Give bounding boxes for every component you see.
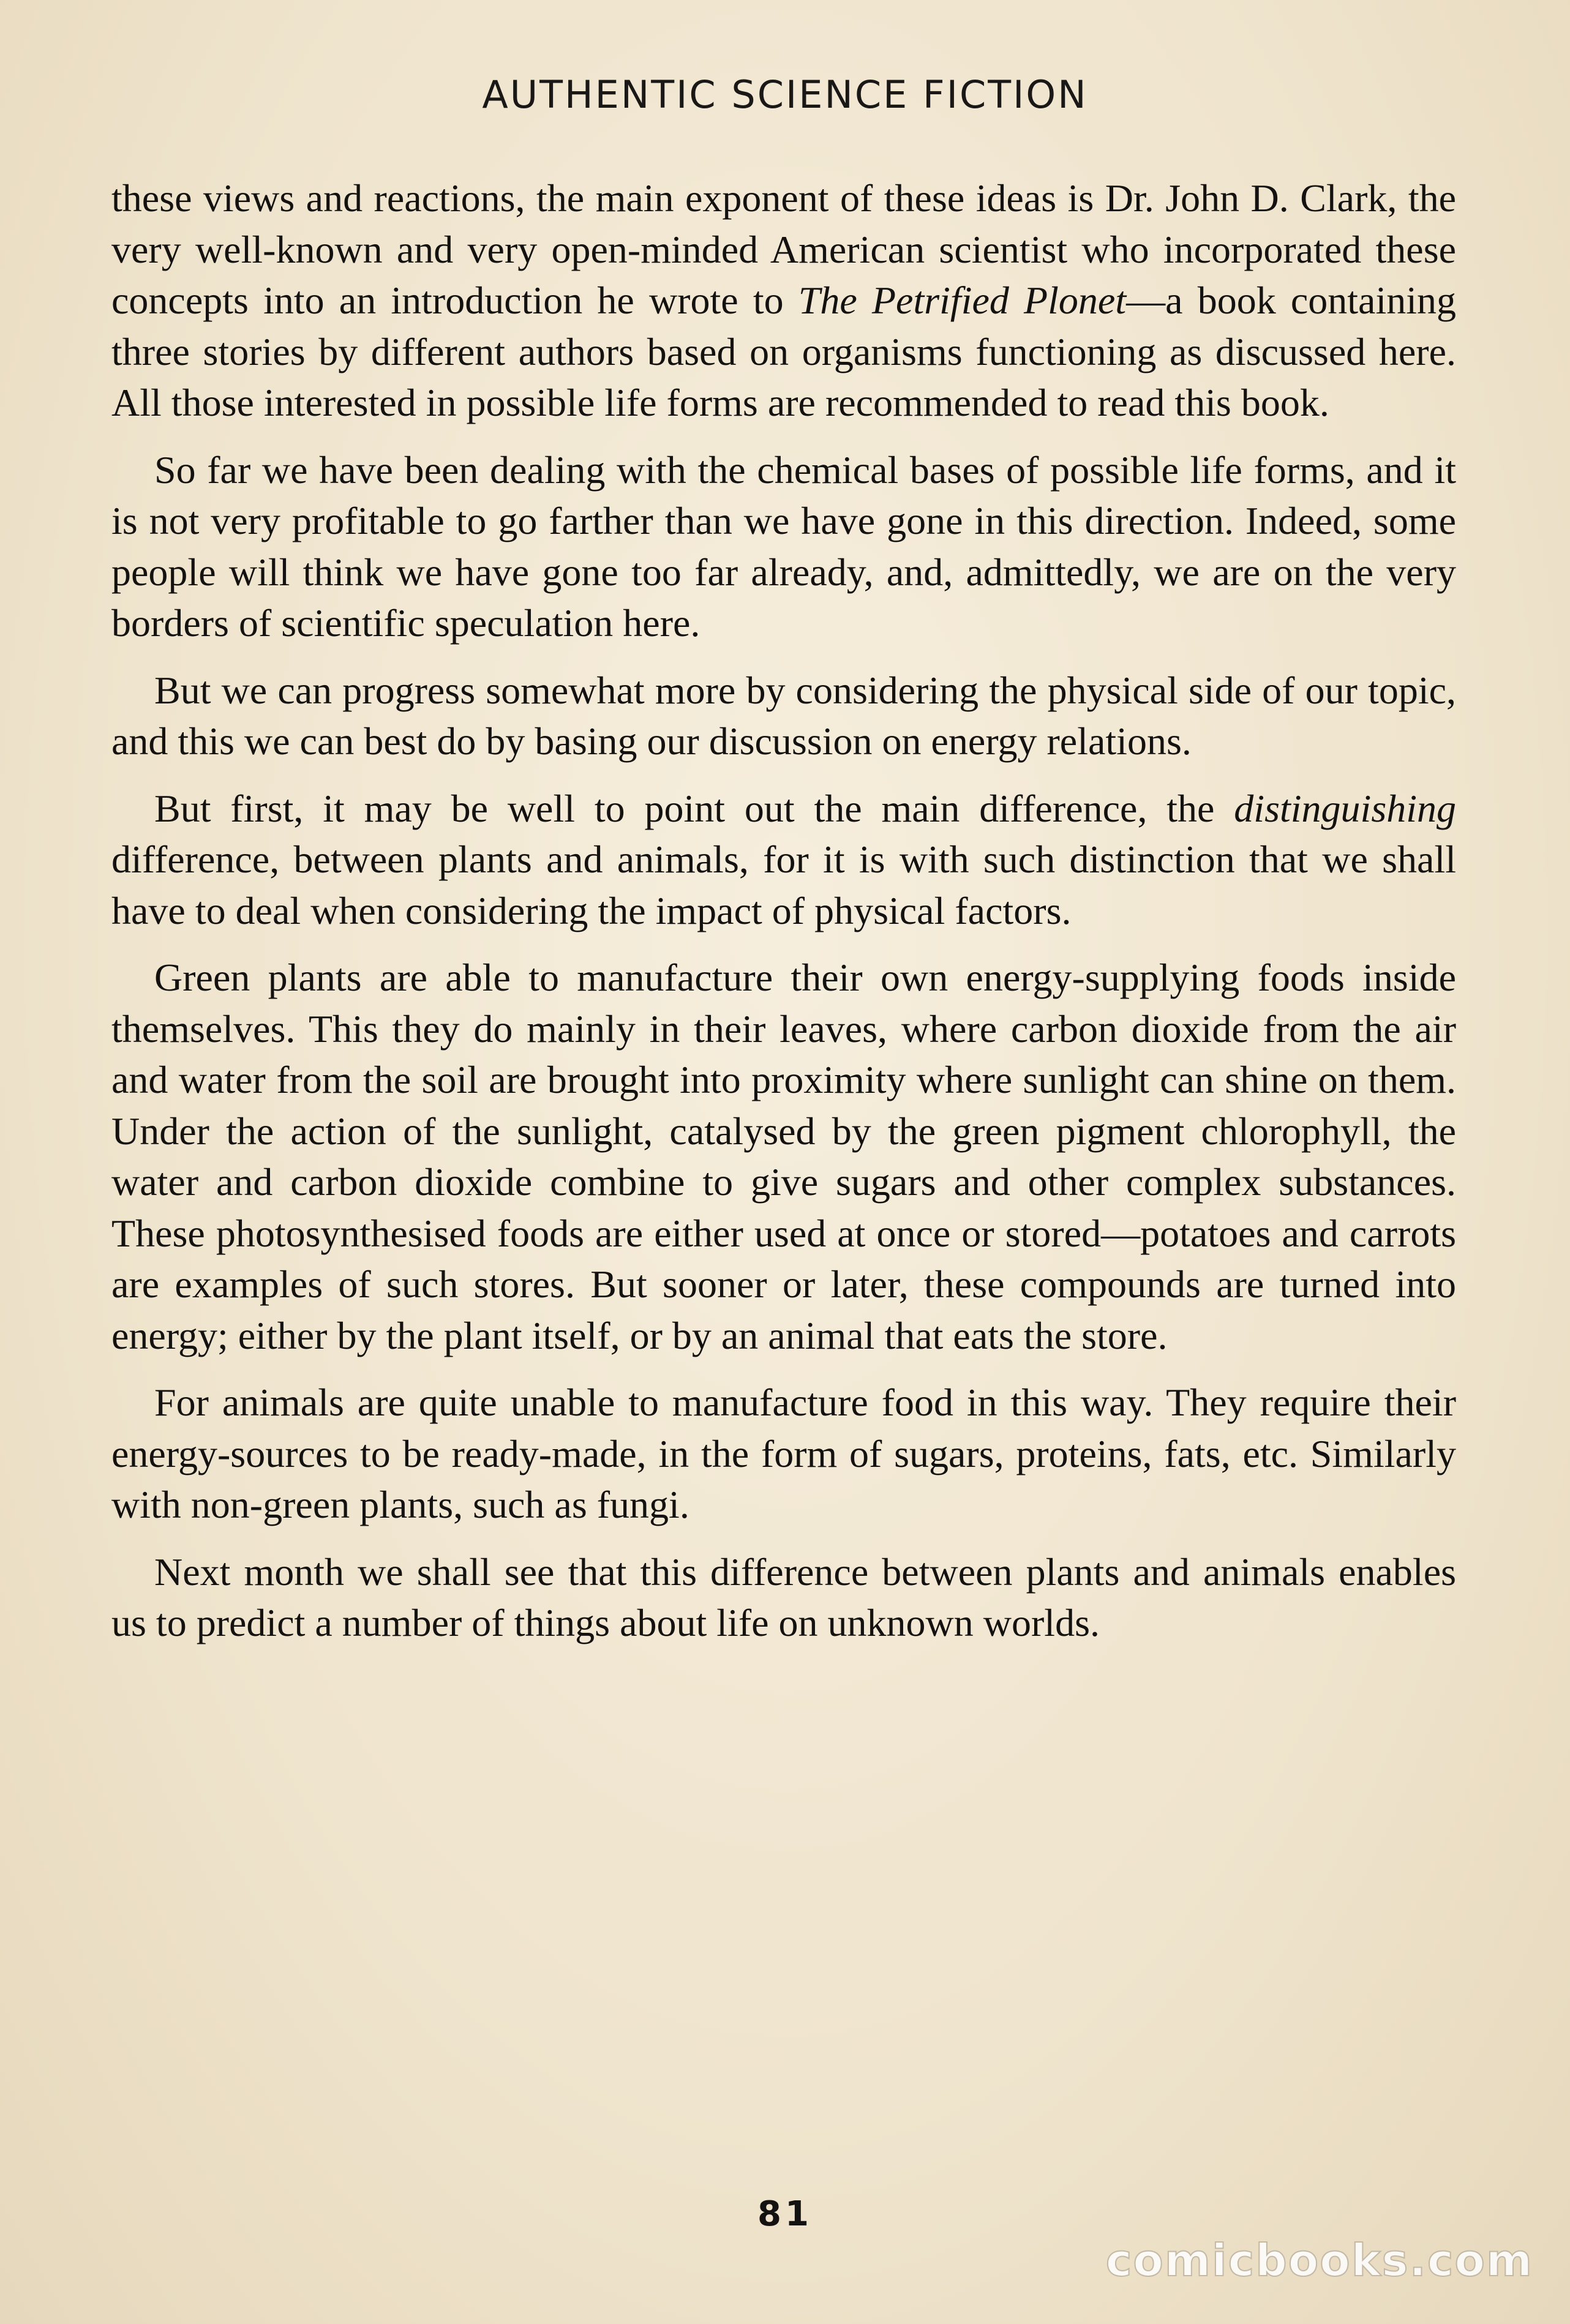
- paragraph-3-text: But we can progress somewhat more by considering the physical side of our topic, and this we can best do by basing our discussion on energy relations.: [111, 668, 1456, 763]
- paragraph-4-text-a: But first, it may be well to point out the main difference, the: [154, 786, 1234, 830]
- page-number: 81: [757, 2194, 813, 2234]
- paragraph-1-text-b: —a book containing three stories by different authors based on organisms functioning as discussed here. All those interested in possible life forms are recommended to read this book.: [111, 279, 1457, 424]
- paragraph-3: [111, 665, 1456, 767]
- distinguishing-italic: distinguishing: [1234, 786, 1456, 830]
- paragraph-1-text-a: these views and reactions, the main exponent of these ideas is Dr. John D. Clark, the very well-known and very open-minded American scientist who incorporated these concepts into an introduction he wrote to: [111, 176, 1456, 322]
- paragraph-6-text: For animals are quite unable to manufacture food in this way. They require their energy-sources to be ready-made, in the form of sugars, proteins, fats, etc. Similarly with non-green plants, such as fungi.: [111, 1381, 1456, 1526]
- paragraph-4: [111, 783, 1456, 937]
- running-head: AUTHENTIC SCIENCE FICTION: [482, 72, 1088, 117]
- paragraph-5-text: Green plants are able to manufacture their own energy-supplying foods inside themselves. This they do mainly in their leaves, where carbon dioxide from the air and water from the soil are brought into proximity where sunlight can shine on them. Under the action of the sunlight, catalysed by the green pigment chlorophyll, the water and carbon dioxide combine to give sugars and other complex substances. These photosynthesised foods are either used at once or stored—potatoes and carrots are examples of such stores. But sooner or later, these compounds are turned into energy; either by the plant itself, or by an animal that eats the store.: [111, 956, 1456, 1357]
- article-body: [111, 173, 1456, 1665]
- paragraph-2: [111, 444, 1456, 649]
- paragraph-6: [111, 1377, 1456, 1531]
- paragraph-7-text: Next month we shall see that this difference between plants and animals enables us to predict a number of things about life on unknown worlds.: [111, 1550, 1456, 1644]
- book-title-italic: The Petrified Plonet: [798, 279, 1127, 322]
- paragraph-2-text: So far we have been dealing with the chemical bases of possible life forms, and it is not very profitable to go farther than we have gone in this direction. Indeed, some people will think we have gone too far already, and, admittedly, we are on the very borders of scientific speculation here.: [111, 448, 1456, 645]
- paragraph-7: [111, 1546, 1456, 1649]
- paragraph-4-text-b: difference, between plants and animals, for it is with such distinction that we shall have to deal when considering the impact of physical factors.: [111, 838, 1456, 932]
- site-watermark: comicbooks.com: [1105, 2235, 1533, 2286]
- paragraph-5: [111, 952, 1456, 1361]
- paragraph-1: [111, 173, 1456, 429]
